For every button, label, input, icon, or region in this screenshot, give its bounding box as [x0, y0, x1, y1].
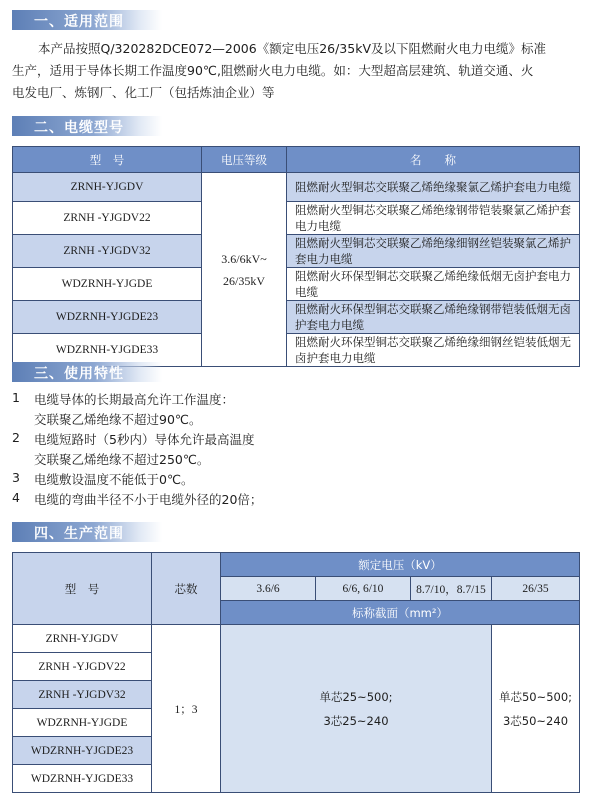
list-text: 电缆短路时（5秒内）导体允许最高温度: [34, 432, 255, 447]
name-cell: 阻燃耐火环保型铜芯交联聚乙烯绝缘低烟无卤护套电力电缆: [287, 268, 580, 301]
col-header-cores: 芯数: [152, 553, 221, 625]
col-header-name: 名 称: [287, 147, 580, 173]
table-row: [13, 173, 580, 202]
model-cell: ZRNH -YJGDV32: [13, 681, 152, 709]
col-header-nominal-section: 标称截面（mm²）: [221, 601, 580, 625]
voltage-cell: 26/35: [492, 577, 580, 601]
list-number: 1: [12, 390, 20, 405]
intro-line: 生产，适用于导体长期工作温度90℃,阻燃耐火电力电缆。如：大型超高层建筑、轨道交通、火: [12, 63, 534, 78]
model-cell: WDZRNH-YJGDE: [13, 709, 152, 737]
voltage-line: 3.6/6kV~: [221, 251, 267, 266]
table-row: [13, 625, 580, 653]
section-header-cable-model: [12, 116, 162, 136]
section-title: 三、使用特性: [34, 366, 124, 382]
model-cell: ZRNH-YJGDV: [13, 173, 202, 202]
list-text: 交联聚乙烯绝缘不超过250℃。: [34, 452, 210, 467]
intro-line: 本产品按照Q/320282DCE072—2006《额定电压26/35kV及以下阻燃耐火电力电缆》标准: [38, 41, 547, 56]
col-header-model: 型 号: [13, 147, 202, 173]
voltage-cell: [202, 173, 287, 367]
model-cell: ZRNH -YJGDV22: [13, 202, 202, 235]
voltage-line: 26/35kV: [223, 273, 265, 288]
table-row: [13, 235, 580, 268]
intro-paragraph: [12, 38, 580, 104]
intro-line: 电发电厂、炼钢厂、化工厂（包括炼油企业）等: [12, 85, 275, 100]
properties-list: [12, 390, 580, 510]
list-number: 3: [12, 470, 20, 485]
section-header-application: [12, 10, 162, 30]
range-line: 单芯25~500;: [319, 689, 393, 704]
name-cell: 阻燃耐火型铜芯交联聚乙烯绝缘细钢丝铠装聚氯乙烯护套电力电缆: [287, 235, 580, 268]
section-title: 四、生产范围: [34, 526, 124, 542]
list-number: 2: [12, 430, 20, 445]
list-text: 电缆导体的长期最高允许工作温度：: [34, 392, 235, 407]
range-line: 单芯50~500;: [498, 689, 573, 704]
range-line: 3芯50~240: [502, 713, 569, 728]
section-title: 一、适用范围: [34, 14, 124, 30]
range-cell-a: [221, 625, 492, 793]
production-range-table: [12, 552, 580, 793]
voltage-cell: 8.7/10，8.7/15: [411, 577, 492, 601]
model-cell: WDZRNH-YJGDE: [13, 268, 202, 301]
name-cell: 阻燃耐火型铜芯交联聚乙烯绝缘聚氯乙烯护套电力电缆: [287, 173, 580, 202]
name-cell: 阻燃耐火环保型铜芯交联聚乙烯绝缘钢带铠装低烟无卤护套电力电缆: [287, 301, 580, 334]
name-cell: 阻燃耐火型铜芯交联聚乙烯绝缘钢带铠装聚氯乙烯护套电力电缆: [287, 202, 580, 235]
range-cell-b: [492, 625, 580, 793]
range-line: 3芯25~240: [323, 713, 389, 728]
col-header-model: 型 号: [13, 553, 152, 625]
model-cell: WDZRNH-YJGDE23: [13, 301, 202, 334]
cores-cell: 1；3: [152, 625, 221, 793]
model-cell: ZRNH -YJGDV32: [13, 235, 202, 268]
section-title: 二、电缆型号: [34, 120, 124, 136]
table-row: [13, 301, 580, 334]
section-header-properties: [12, 362, 162, 382]
list-text: 交联聚乙烯绝缘不超过90℃。: [34, 412, 202, 427]
model-cell: ZRNH -YJGDV22: [13, 653, 152, 681]
voltage-cell: 6/6, 6/10: [316, 577, 411, 601]
model-cell: ZRNH-YJGDV: [13, 625, 152, 653]
list-number: 4: [12, 490, 20, 505]
col-header-voltage: 电压等级: [202, 147, 287, 173]
model-cell: WDZRNH-YJGDE33: [13, 334, 202, 367]
col-header-rated-voltage: 额定电压（kV）: [221, 553, 580, 577]
table-row: [13, 202, 580, 235]
list-text: 电缆敷设温度不能低于0℃。: [34, 472, 194, 487]
table-row: [13, 268, 580, 301]
voltage-cell: 3.6/6: [221, 577, 316, 601]
cable-model-table: [12, 146, 580, 367]
section-header-production-range: [12, 522, 162, 542]
model-cell: WDZRNH-YJGDE23: [13, 737, 152, 765]
model-cell: WDZRNH-YJGDE33: [13, 765, 152, 793]
list-text: 电缆的弯曲半径不小于电缆外径的20倍；: [34, 492, 263, 507]
name-cell: 阻燃耐火环保型铜芯交联聚乙烯绝缘细钢丝铠装低烟无卤护套电力电缆: [287, 334, 580, 367]
